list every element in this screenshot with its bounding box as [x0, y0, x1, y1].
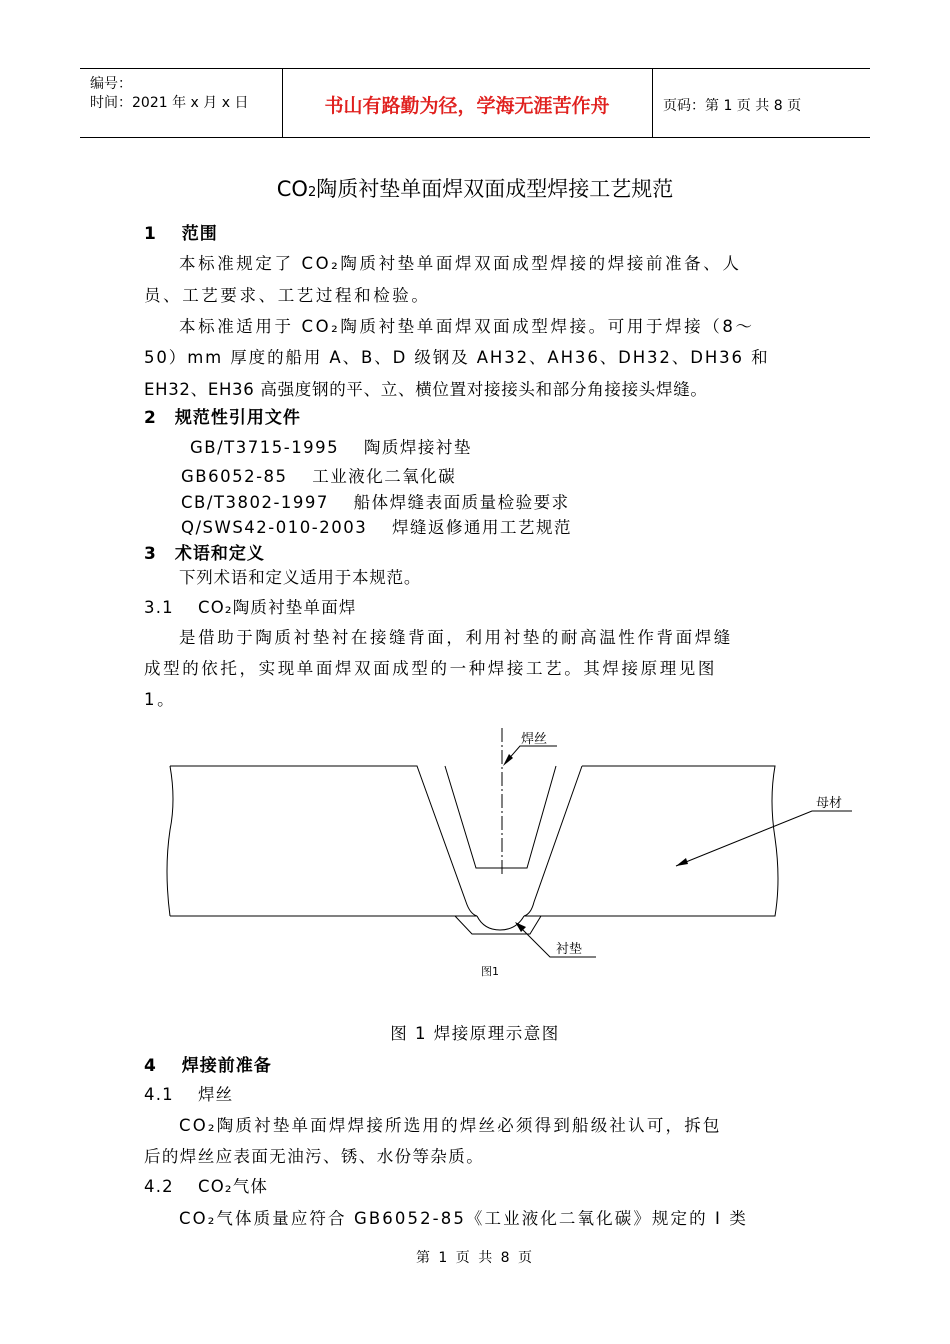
- page-info: 页码：第 1 页 共 8 页: [663, 98, 802, 114]
- section-3-1-heading: 3.1 CO₂陶质衬垫单面焊: [144, 598, 357, 617]
- label-backing: 衬垫: [556, 942, 583, 957]
- label-wire: 焊丝: [521, 732, 548, 747]
- paragraph-line: 后的焊丝应表面无油污、锈、水份等杂质。: [144, 1147, 485, 1166]
- time-label: 时间：2021 年 x 月 x 日: [90, 95, 249, 111]
- arrow-icon: [676, 858, 688, 866]
- page-footer: 第 1 页 共 8 页: [415, 1250, 535, 1266]
- paragraph-line: 本标准适用于 CO₂陶质衬垫单面焊双面成型焊接。可用于焊接（8～: [179, 317, 755, 336]
- paragraph-line: 员、工艺要求、工艺过程和检验。: [144, 286, 431, 305]
- paragraph-line: CO₂陶质衬垫单面焊焊接所选用的焊丝必须得到船级社认可，拆包: [179, 1116, 722, 1135]
- paragraph-line: 是借助于陶质衬垫衬在接缝背面，利用衬垫的耐高温性作背面焊缝: [179, 628, 733, 647]
- reference-item: GB6052-85 工业液化二氧化碳: [181, 467, 457, 486]
- title-subscript: 2: [307, 185, 317, 200]
- paragraph-line: 1。: [144, 690, 177, 709]
- section-4-heading: 4 焊接前准备: [144, 1056, 272, 1076]
- arrow-icon: [515, 922, 526, 932]
- base-metal-left: [170, 766, 477, 916]
- paragraph-line: EH32、EH36 高强度钢的平、立、横位置对接接头和部分角接接头焊缝。: [144, 380, 708, 399]
- title-part: 陶质衬垫单面焊双面成型焊接工艺规范: [316, 177, 674, 201]
- paragraph-line: 50）mm 厚度的船用 A、B、D 级钢及 AH32、AH36、DH32、DH36 和: [144, 348, 770, 367]
- leader-base: [676, 811, 852, 866]
- base-metal-right: [524, 766, 778, 916]
- paragraph-line: 成型的依托，实现单面焊双面成型的一种焊接工艺。其焊接原理见图: [144, 659, 717, 678]
- reference-item: GB/T3715-1995 陶质焊接衬垫: [190, 438, 472, 457]
- section-4-1-heading: 4.1 焊丝: [144, 1085, 234, 1104]
- serial-label: 编号：: [90, 76, 132, 92]
- torch-nozzle: [445, 766, 556, 868]
- section-4-2-heading: 4.2 CO₂气体: [144, 1177, 269, 1196]
- figure-caption: 图 1 焊接原理示意图: [390, 1024, 560, 1043]
- label-base-metal: 母材: [816, 796, 843, 811]
- paragraph-line: 本标准规定了 CO₂陶质衬垫单面焊双面成型焊接的焊接前准备、人: [179, 254, 742, 273]
- section-1-heading: 1 范围: [144, 224, 218, 244]
- diagram-lines: [167, 728, 852, 957]
- reference-item: Q/SWS42-010-2003 焊缝返修通用工艺规范: [181, 518, 572, 537]
- motto: 书山有路勤为径，学海无涯苦作舟: [324, 95, 610, 117]
- arrowheads: [503, 754, 688, 932]
- paragraph-line: CO₂气体质量应符合 GB6052-85《工业液化二氧化碳》规定的 I 类: [179, 1209, 748, 1228]
- backing-pad: [455, 916, 541, 934]
- section-2-heading: 2 规范性引用文件: [144, 408, 301, 428]
- paragraph-line: 下列术语和定义适用于本规范。: [179, 568, 422, 587]
- section-3-heading: 3 术语和定义: [144, 544, 265, 564]
- leader-wire: [506, 746, 557, 762]
- figure-inner-caption: 图1: [481, 965, 499, 978]
- title-part: CO: [276, 177, 308, 201]
- reference-item: CB/T3802-1997 船体焊缝表面质量检验要求: [181, 493, 570, 512]
- break-line-left: [167, 766, 173, 916]
